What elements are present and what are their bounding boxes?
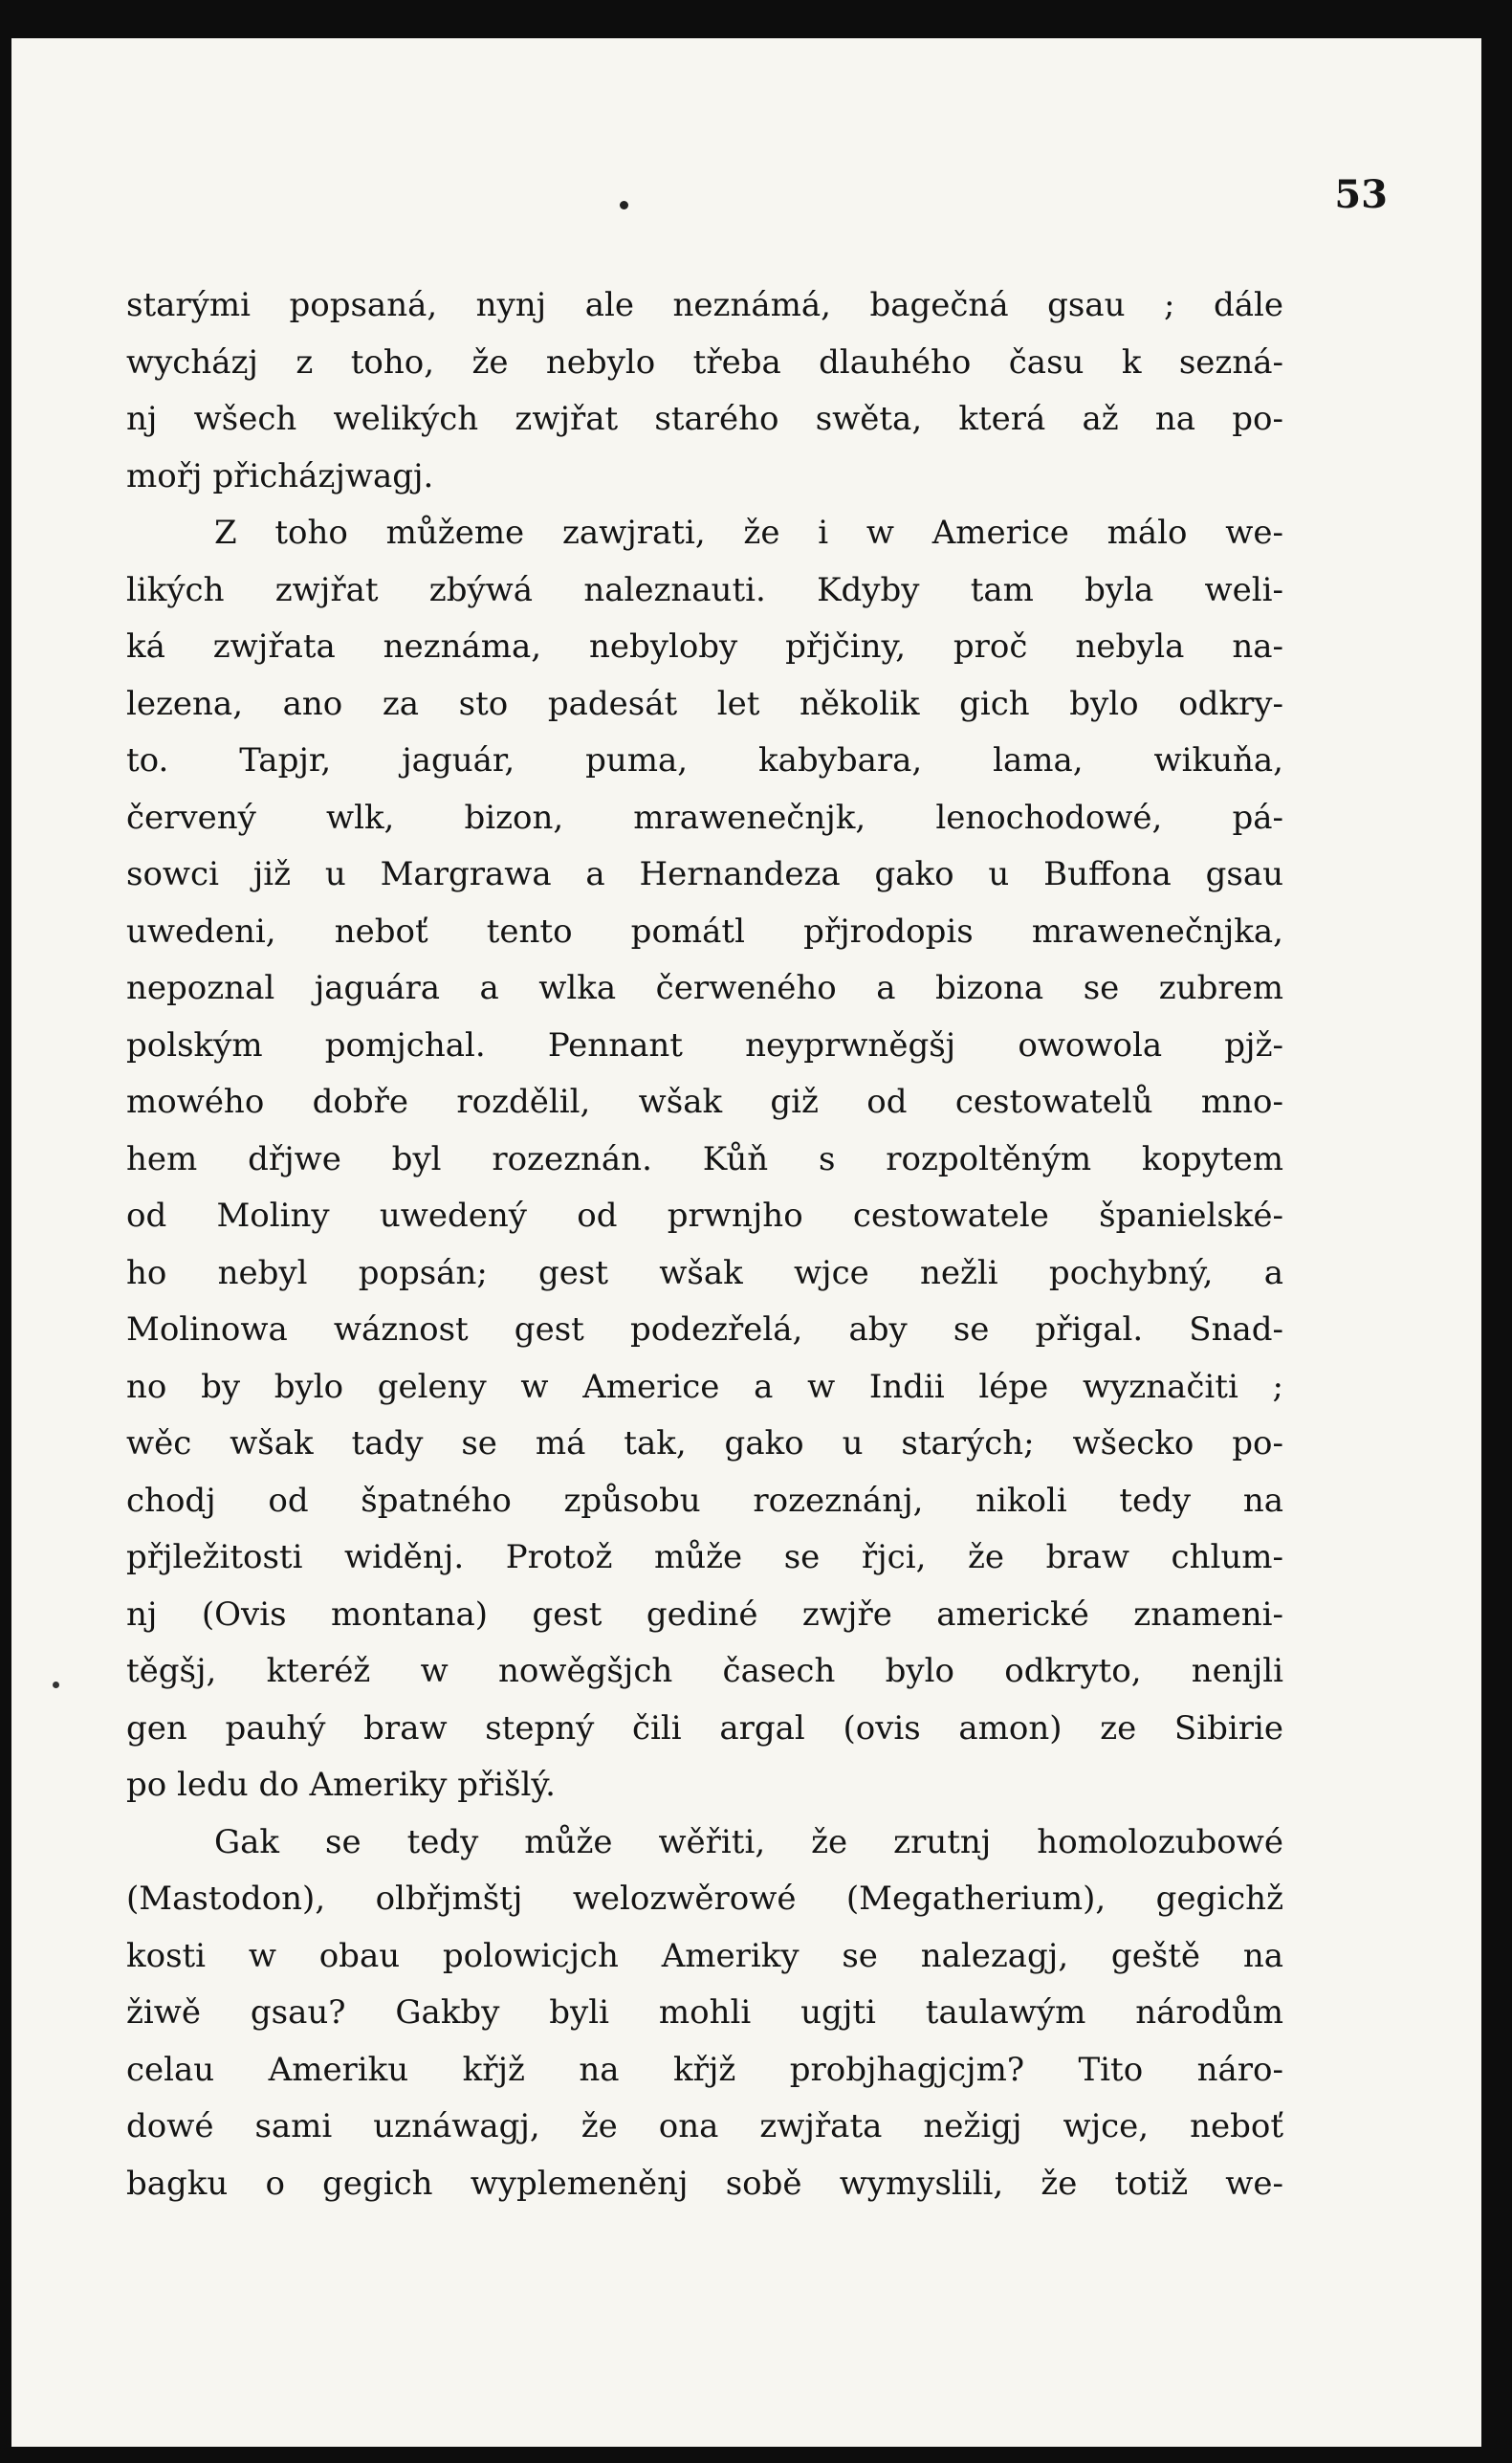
text-line: žiwě gsau? Gakby byli mohli ugjti taulawým národům bbox=[126, 1993, 1283, 2032]
body-text bbox=[126, 277, 1283, 2212]
text-line: dowé sami uznáwagj, že ona zwjřata nežigj wjce, neboť bbox=[126, 2107, 1283, 2145]
text-line: hem dřjwe byl rozeznán. Kůň s rozpoltěným kopytem bbox=[126, 1139, 1283, 1178]
text-line: gen pauhý braw stepný čili argal (ovis amon) ze Sibirie bbox=[126, 1708, 1283, 1748]
text-line: lezena, ano za sto padesát let několik gich bylo odkry- bbox=[126, 684, 1283, 723]
text-line: přjležitosti widěnj. Protož může se řjci, že braw chlum- bbox=[126, 1538, 1283, 1576]
text-line: nepoznal jaguára a wlka čerweného a bizona se zubrem bbox=[126, 969, 1283, 1007]
text-line: ho nebyl popsán; gest wšak wjce nežli pochybný, a bbox=[126, 1253, 1283, 1292]
page-number: 53 bbox=[1334, 172, 1388, 217]
text-line: celau Ameriku křjž na křjž probjhagjcjm? Tito náro- bbox=[126, 2050, 1283, 2089]
book-page bbox=[11, 38, 1481, 2447]
text-line: po ledu do Ameriky přišlý. bbox=[126, 1766, 556, 1804]
text-line: wěc wšak tady se má tak, gako u starých; wšecko po- bbox=[126, 1424, 1283, 1462]
header-dot bbox=[620, 201, 628, 209]
text-line: polským pomjchal. Pennant neyprwněgšj owowola pjž- bbox=[126, 1025, 1283, 1065]
text-line: no by bylo geleny w Americe a w Indii lépe wyznačiti ; bbox=[126, 1367, 1283, 1406]
text-line: nj (Ovis montana) gest gediné zwjře americké znameni- bbox=[126, 1594, 1283, 1634]
text-line: těgšj, kteréž w nowěgšjch časech bylo odkryto, nenjli bbox=[126, 1652, 1283, 1690]
text-line: mořj přicházjwagj. bbox=[126, 456, 434, 495]
text-line: ká zwjřata neznáma, nebyloby přjčiny, proč nebyla na- bbox=[126, 627, 1283, 666]
text-line: chodj od špatného způsobu rozeznánj, nikoli tedy na bbox=[126, 1481, 1283, 1520]
text-line: (Mastodon), olbřjmštj welozwěrowé (Megatherium), gegichž bbox=[126, 1880, 1283, 1918]
text-line: Z toho můžeme zawjrati, že i w Americe málo we- bbox=[214, 514, 1283, 552]
margin-dot bbox=[53, 1682, 59, 1688]
text-line: uwedeni, neboť tento pomátl přjrodopis mrawenečnjka, bbox=[126, 912, 1283, 951]
text-line: wycházj z toho, že nebylo třeba dlauhého času k sezná- bbox=[126, 342, 1283, 382]
text-line: sowci již u Margrawa a Hernandeza gako u Buffona gsau bbox=[126, 855, 1283, 893]
text-line: likých zwjřat zbýwá naleznauti. Kdyby tam byla weli- bbox=[126, 570, 1283, 609]
text-line: bagku o gegich wyplemeněnj sobě wymyslili, že totiž we- bbox=[126, 2164, 1283, 2203]
text-line: mowého dobře rozdělil, wšak giž od cestowatelů mno- bbox=[126, 1083, 1283, 1121]
text-line: starými popsaná, nynj ale neznámá, bagečná gsau ; dále bbox=[126, 286, 1283, 324]
text-line: to. Tapjr, jaguár, puma, kabybara, lama, wikuňa, bbox=[126, 741, 1283, 780]
text-line: Gak se tedy může wěřiti, že zrutnj homolozubowé bbox=[214, 1822, 1283, 1861]
text-line: nj wšech welikých zwjřat starého swěta, která až na po- bbox=[126, 400, 1283, 438]
text-line: od Moliny uwedený od prwnjho cestowatele španielské- bbox=[126, 1197, 1283, 1235]
text-line: Molinowa wáznost gest podezřelá, aby se přigal. Snad- bbox=[126, 1310, 1283, 1349]
text-line: kosti w obau polowicjch Ameriky se nalezagj, geště na bbox=[126, 1936, 1283, 1975]
text-line: červený wlk, bizon, mrawenečnjk, lenochodowé, pá- bbox=[126, 798, 1283, 837]
